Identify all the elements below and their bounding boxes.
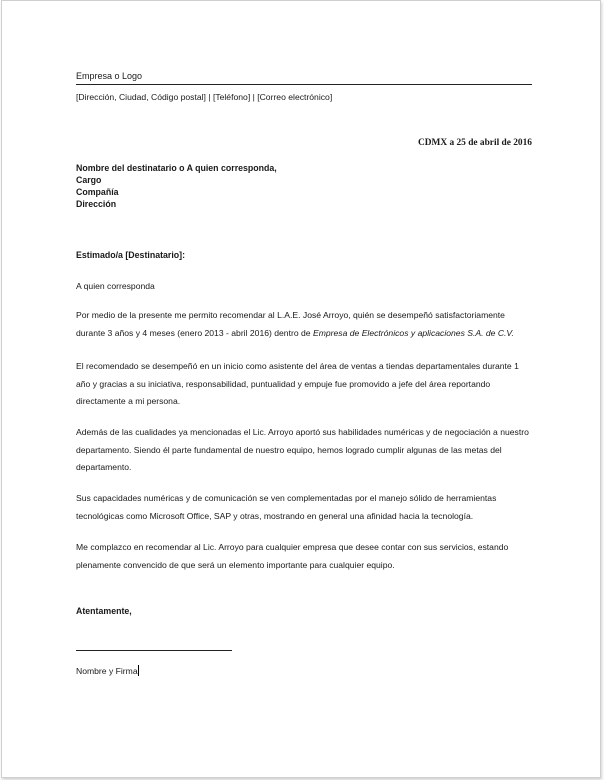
paragraph-1[interactable] [76, 307, 532, 342]
letter-date[interactable]: CDMX a 25 de abril de 2016 [417, 138, 532, 148]
paragraph-3[interactable]: Además de las cualidades ya mencionadas el Lic. Arroyo aportó sus habilidades numéricas y de negociación a nuestro departamento. Siendo él parte fundamental de nuestro equipo, hemos logrado cumplir algunas de las metas del departamento. [76, 427, 529, 472]
header-divider [76, 84, 532, 85]
closing[interactable]: Atentamente, [76, 606, 132, 616]
salutation[interactable]: Estimado/a [Destinatario]: [76, 250, 186, 260]
paragraph-4[interactable]: Sus capacidades numéricas y de comunicación se ven complementadas por el manejo sólido de herramientas tecnológicas como Microsoft Office, SAP y otras, mostrando en general una afinidad hacia la tecnología. [76, 493, 497, 521]
text-cursor [138, 665, 139, 676]
paragraph-1-company: Empresa de Electrónicos y aplicaciones S.A. de C.V. [312, 327, 514, 338]
recipient-block[interactable] [76, 162, 277, 210]
signature-name[interactable] [76, 665, 139, 676]
company-name[interactable]: Empresa o Logo [76, 71, 143, 81]
paragraph-5[interactable]: Me complazco en recomendar al Lic. Arroyo para cualquier empresa que desee contar con sus servicios, estando plenamente convencido de que será un elemento importante para cualquier equipo. [76, 542, 509, 570]
paragraph-2[interactable]: El recomendado se desempeñó en un inicio como asistente del área de ventas a tiendas departamentales durante 1 año y gracias a su iniciativa, responsabilidad, puntualidad y empuje fue promovido a jefe del área reportando directamente a mi persona. [76, 361, 519, 406]
recipient-address[interactable]: Dirección [76, 199, 117, 209]
recipient-company[interactable]: Compañía [76, 187, 119, 197]
document-page [1, 0, 601, 778]
company-address[interactable]: [Dirección, Ciudad, Código postal] | [Teléfono] | [Correo electrónico] [76, 92, 333, 102]
paragraph-1-text: Por medio de la presente me permito recomendar al L.A.E. José Arroyo, quién se desempeñó satisfactoriamente durante 3 años y 4 meses (enero 2013 - abril 2016) dentro de [76, 310, 505, 338]
recipient-name[interactable]: Nombre del destinatario o A quien corresponda, [76, 163, 277, 173]
opening-line[interactable]: A quien corresponda [76, 281, 155, 291]
recipient-title[interactable]: Cargo [76, 175, 102, 185]
signature-label: Nombre y Firma [76, 666, 138, 676]
signature-line [76, 650, 232, 651]
